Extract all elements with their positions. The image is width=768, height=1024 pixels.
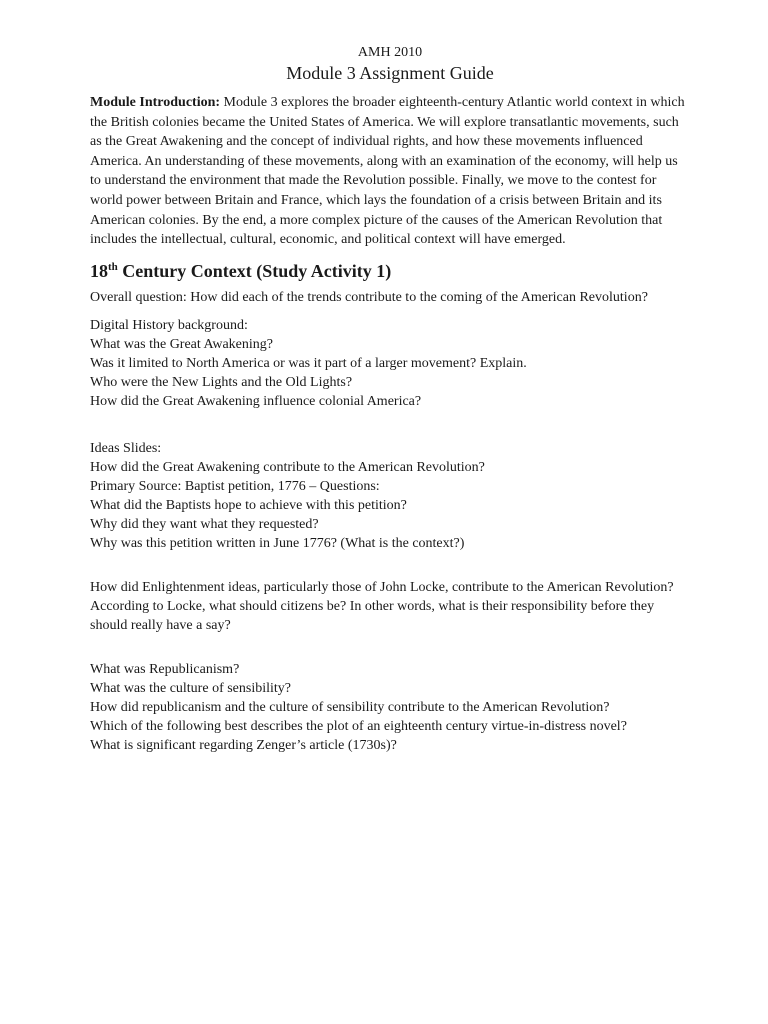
spacer <box>90 644 690 660</box>
question-item: What did the Baptists hope to achieve with this petition? <box>90 497 407 513</box>
question-item: Why was this petition written in June 1776? (What is the context?) <box>90 535 465 551</box>
primary-source-label: Primary Source: Baptist petition, 1776 – Questions: <box>90 478 380 494</box>
question-item: How did the Great Awakening contribute to the American Revolution? <box>90 459 485 475</box>
question-item: How did Enlightenment ideas, particularly those of John Locke, contribute to the American Revolution? <box>90 579 674 595</box>
intro-lead: Module Introduction: <box>90 95 221 110</box>
question-item: What was the culture of sensibility? <box>90 680 291 696</box>
spacer <box>90 420 690 439</box>
page-title: Module 3 Assignment Guide <box>286 63 494 83</box>
republicanism-block <box>90 660 690 755</box>
digital-history-block <box>90 316 690 411</box>
ideas-slides-heading: Ideas Slides: <box>90 440 162 456</box>
question-item: According to Locke, what should citizens be? In other words, what is their responsibility before they should really have a say? <box>90 598 655 633</box>
overall-question: Overall question: How did each of the trends contribute to the coming of the American Revolution? <box>90 289 648 305</box>
question-item: What is significant regarding Zenger’s article (1730s)? <box>90 737 397 753</box>
intro-text: Module 3 explores the broader eighteenth-century Atlantic world context in which the British colonies became the United States of America. We will explore transatlantic movements, such as the Great Awakening and the concept of individual rights, and how these movements influenced America. An understanding of these movements, along with an examination of the economy, will help us to understand the environment that made the Revolution possible. Finally, we move to the contest for world power between Britain and France, which lays the foundation of a crisis between Britain and its American colonies. By the end, a more complex picture of the causes of the American Revolution that includes the intellectual, cultural, economic, and political context will have emerged. <box>90 95 685 248</box>
section-title: Century Context (Study Activity 1) <box>117 260 392 281</box>
question-item: Why did they want what they requested? <box>90 516 319 532</box>
section-number: 18 <box>90 260 108 281</box>
question-item: Who were the New Lights and the Old Lights? <box>90 374 353 390</box>
question-item: How did the Great Awakening influence colonial America? <box>90 393 422 409</box>
question-item: How did republicanism and the culture of sensibility contribute to the American Revolution? <box>90 699 610 715</box>
question-item: Which of the following best describes the plot of an eighteenth century virtue-in-distress novel? <box>90 718 627 734</box>
question-item: What was Republicanism? <box>90 661 240 677</box>
spacer <box>90 562 690 578</box>
digital-history-heading: Digital History background: <box>90 317 248 333</box>
question-item: What was the Great Awakening? <box>90 336 273 352</box>
locke-block <box>90 578 690 635</box>
module-introduction <box>90 93 690 250</box>
document-page <box>90 44 690 764</box>
ideas-slides-block <box>90 439 690 553</box>
question-item: Was it limited to North America or was it part of a larger movement? Explain. <box>90 355 527 371</box>
section-heading <box>90 260 690 282</box>
course-code: AMH 2010 <box>357 45 423 60</box>
section-ordinal-suffix: th <box>108 260 118 273</box>
